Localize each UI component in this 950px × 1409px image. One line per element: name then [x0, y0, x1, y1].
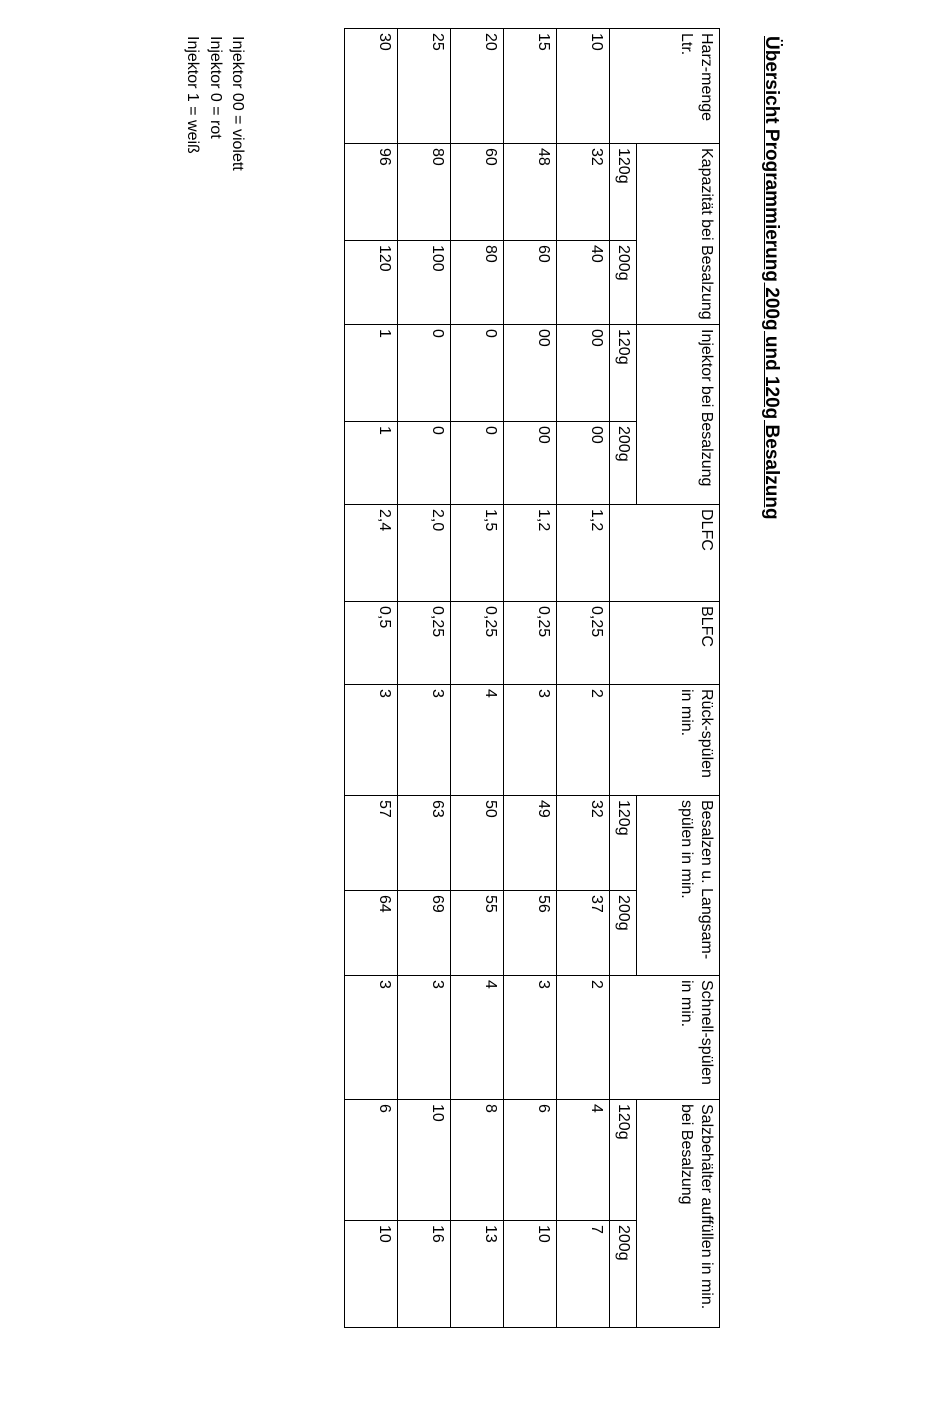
table-cell: 3	[398, 976, 451, 1100]
table-cell: 2,0	[398, 505, 451, 602]
table-cell: 3	[504, 685, 557, 796]
table-cell: 30	[345, 29, 398, 144]
note-line: Injektor 0 = rot	[206, 36, 224, 139]
table-cell: 50	[451, 796, 504, 891]
subheader-kap-120: 120g	[610, 144, 637, 241]
subheader-inj-200: 200g	[610, 422, 637, 505]
table-cell: 00	[504, 422, 557, 505]
header-harzmenge: Harz-menge Ltr.	[637, 29, 720, 144]
subheader-bes-200: 200g	[610, 891, 637, 976]
subheader-row	[610, 29, 637, 1328]
table-cell: 10	[504, 1221, 557, 1328]
table-cell: 00	[504, 325, 557, 422]
table-cell: 00	[557, 325, 610, 422]
table-cell: 1	[345, 325, 398, 422]
note-line: Injektor 00 = violett	[229, 36, 246, 171]
header-row	[637, 29, 720, 1328]
table-cell: 100	[398, 241, 451, 325]
page-title: Übersicht Programmierung 200g und 120g Besalzung	[761, 36, 782, 520]
table-cell: 6	[345, 1100, 398, 1221]
table-cell: 32	[557, 796, 610, 891]
table-row	[451, 29, 504, 1328]
table-cell: 20	[451, 29, 504, 144]
table-cell: 0	[451, 325, 504, 422]
subheader-salz-120: 120g	[610, 1100, 637, 1221]
table-cell: 8	[451, 1100, 504, 1221]
injector-color-notes	[181, 36, 248, 171]
table-row	[504, 29, 557, 1328]
table-cell: 0,25	[557, 602, 610, 685]
table-cell: 120	[345, 241, 398, 325]
subheader-salz-200: 200g	[610, 1221, 637, 1328]
table-cell: 40	[557, 241, 610, 325]
subheader-inj-120: 120g	[610, 325, 637, 422]
table-cell: 15	[504, 29, 557, 144]
note-line: Injektor 1 = weiß	[184, 36, 202, 154]
table-cell: 1,2	[504, 505, 557, 602]
subheader-empty	[610, 29, 637, 144]
header-rueckspuelen: Rück-spülen in min.	[637, 685, 720, 796]
table-cell: 56	[504, 891, 557, 976]
table-cell: 6	[504, 1100, 557, 1221]
table-cell: 4	[557, 1100, 610, 1221]
header-schnellspuelen: Schnell-spülen in min.	[637, 976, 720, 1100]
table-cell: 10	[557, 29, 610, 144]
table-cell: 4	[451, 976, 504, 1100]
table-cell: 49	[504, 796, 557, 891]
table-cell: 0,5	[345, 602, 398, 685]
table-cell: 00	[557, 422, 610, 505]
subheader-kap-200: 200g	[610, 241, 637, 325]
table-cell: 48	[504, 144, 557, 241]
programming-table	[344, 28, 720, 1328]
table-cell: 32	[557, 144, 610, 241]
table-cell: 13	[451, 1221, 504, 1328]
header-besalzen: Besalzen u. Langsam-spülen in min.	[637, 796, 720, 976]
table-cell: 57	[345, 796, 398, 891]
header-blfc: BLFC	[637, 602, 720, 685]
subheader-empty	[610, 685, 637, 796]
table-cell: 2,4	[345, 505, 398, 602]
table-cell: 0	[398, 325, 451, 422]
table-cell: 0	[451, 422, 504, 505]
subheader-empty	[610, 602, 637, 685]
table-cell: 60	[451, 144, 504, 241]
table-cell: 80	[451, 241, 504, 325]
table-cell: 69	[398, 891, 451, 976]
header-dlfc: DLFC	[637, 505, 720, 602]
table-cell: 0,25	[451, 602, 504, 685]
table-cell: 7	[557, 1221, 610, 1328]
table-cell: 2	[557, 685, 610, 796]
subheader-bes-120: 120g	[610, 796, 637, 891]
table-cell: 0,25	[398, 602, 451, 685]
table-cell: 25	[398, 29, 451, 144]
header-injektor: Injektor bei Besalzung	[637, 325, 720, 505]
table-cell: 80	[398, 144, 451, 241]
table-cell: 55	[451, 891, 504, 976]
table-row	[557, 29, 610, 1328]
table-cell: 1	[345, 422, 398, 505]
table-cell: 3	[398, 685, 451, 796]
table-cell: 64	[345, 891, 398, 976]
subheader-empty	[610, 505, 637, 602]
table-cell: 16	[398, 1221, 451, 1328]
table-cell: 2	[557, 976, 610, 1100]
table-cell: 10	[398, 1100, 451, 1221]
header-kapazitaet: Kapazität bei Besalzung	[637, 144, 720, 325]
subheader-empty	[610, 976, 637, 1100]
table-cell: 3	[504, 976, 557, 1100]
table-row	[398, 29, 451, 1328]
table-cell: 3	[345, 685, 398, 796]
table-cell: 96	[345, 144, 398, 241]
table-cell: 63	[398, 796, 451, 891]
table-cell: 10	[345, 1221, 398, 1328]
table-cell: 60	[504, 241, 557, 325]
table-cell: 1,2	[557, 505, 610, 602]
table-cell: 1,5	[451, 505, 504, 602]
table-row	[345, 29, 398, 1328]
table-cell: 37	[557, 891, 610, 976]
table-cell: 0,25	[504, 602, 557, 685]
header-salzbehaelter: Salzbehälter auffüllen in min. bei Besalzung	[637, 1100, 720, 1328]
table-cell: 4	[451, 685, 504, 796]
table-cell: 0	[398, 422, 451, 505]
table-cell: 3	[345, 976, 398, 1100]
